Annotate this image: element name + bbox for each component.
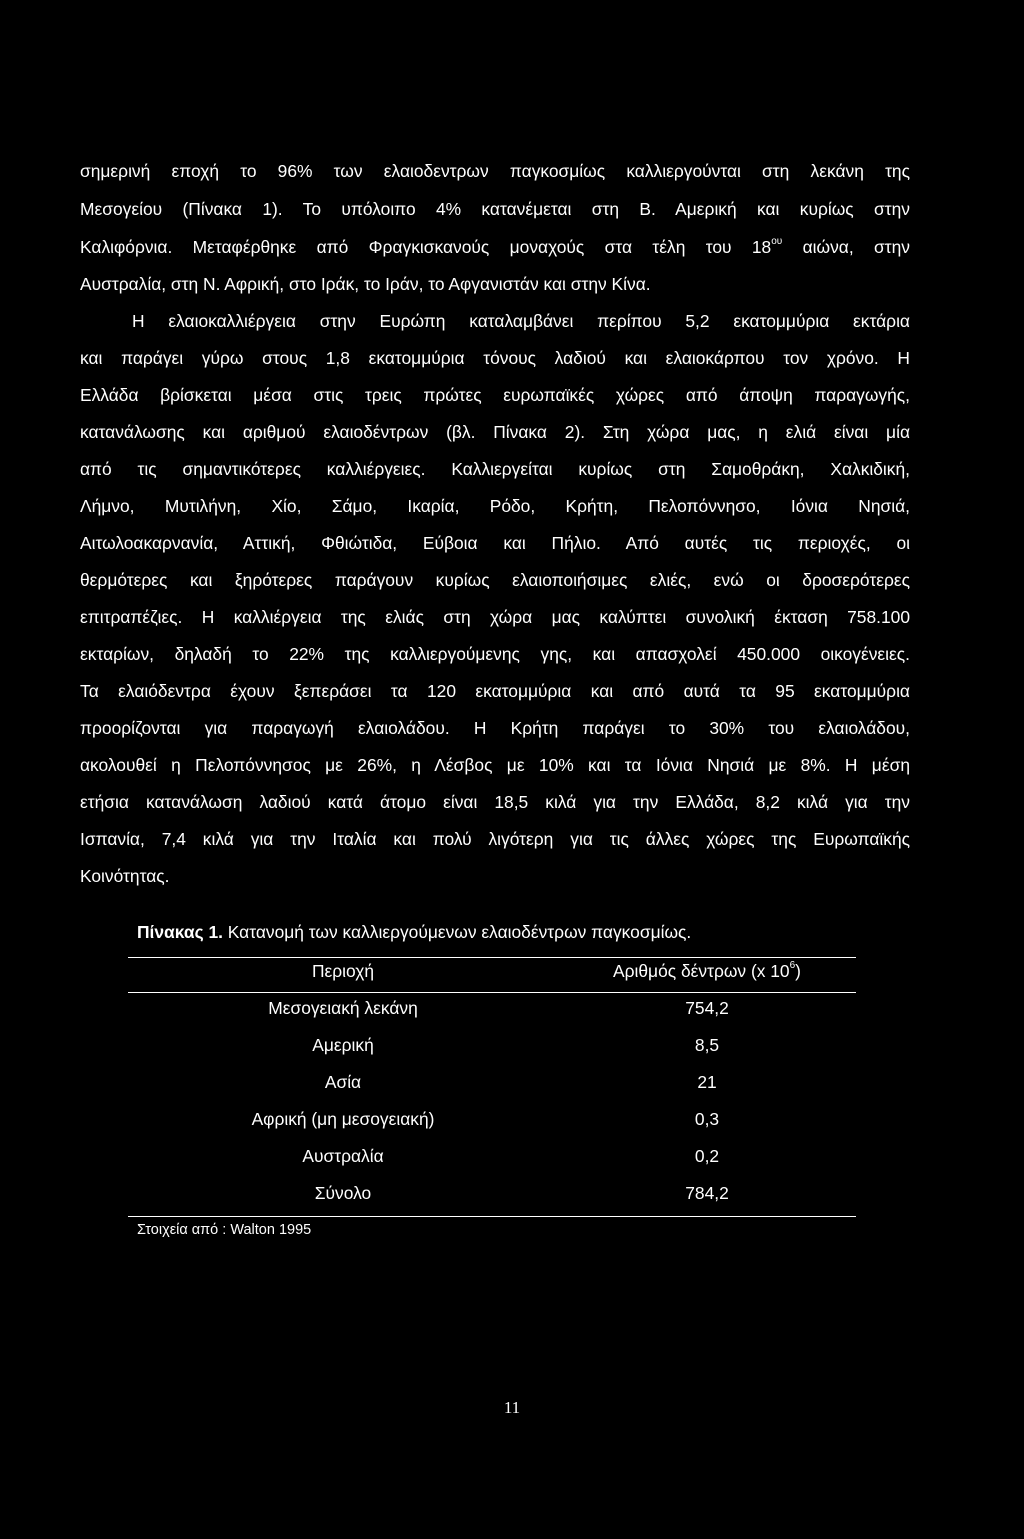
superscript: ου (771, 236, 783, 248)
header-exponent: 6 (789, 960, 796, 972)
table-caption-label: Πίνακας 1. (137, 922, 223, 942)
table-row-region: Αυστραλία (302, 1146, 384, 1166)
paragraph-line: Αιτωλοακαρνανία, Αττική, Φθιώτιδα, Εύβοια και Πήλιο. Από αυτές τις περιοχές, οι (80, 533, 910, 553)
paragraph-line: και παράγει γύρω στους 1,8 εκατομμύρια τόνους λαδιού και ελαιοκάρπου τον χρόνο. Η (80, 348, 910, 368)
table-source: Στοιχεία από : Walton 1995 (137, 1222, 312, 1238)
paragraph-line: ετήσια κατανάλωση λαδιού κατά άτομο είναι 18,5 κιλά για την Ελλάδα, 8,2 κιλά για την (80, 792, 910, 812)
header-close: ) (795, 961, 801, 981)
table-header-region: Περιοχή (311, 961, 375, 981)
paragraph-line: επιτραπέζιες. Η καλλιέργεια της ελιάς στη χώρα μας καλύπτει συνολική έκταση 758.100 (80, 607, 910, 627)
paragraph-line: Αυστραλία, στη Ν. Αφρική, στο Ιράκ, το Ιράν, το Αφγανιστάν και στην Κίνα. (80, 274, 651, 294)
paragraph-line: κατανάλωσης και αριθμού ελαιοδέντρων (βλ. Πίνακα 2). Στη χώρα μας, η ελιά είναι μία (80, 422, 910, 442)
table-row-value: 0,2 (694, 1146, 720, 1166)
paragraph-line: Μεσογείου (Πίνακα 1). Το υπόλοιπο 4% κατανέμεται στη Β. Αμερική και κυρίως στην (80, 199, 910, 219)
table-header-rule (128, 992, 856, 993)
table-row-value: 0,3 (694, 1109, 720, 1129)
paragraph-line: Ισπανία, 7,4 κιλά για την Ιταλία και πολύ λιγότερη για τις άλλες χώρες της Ευρωπαϊκής (80, 829, 910, 849)
table-row-value: 21 (697, 1072, 717, 1092)
table-row-value: 8,5 (694, 1035, 720, 1055)
paragraph-line: Κοινότητας. (80, 866, 170, 886)
table-total-region: Σύνολο (314, 1183, 372, 1203)
table-caption-text: Κατανομή των καλλιεργούμενων ελαιοδέντρων παγκοσμίως. (222, 922, 692, 942)
paragraph-line: Λήμνο, Μυτιλήνη, Χίο, Σάμο, Ικαρία, Ρόδο, Κρήτη, Πελοπόννησο, Ιόνια Νησιά, (80, 496, 910, 516)
table-top-rule (128, 957, 856, 958)
paragraph-line: θερμότερες και ξηρότερες παράγουν κυρίως ελαιοποιήσιμες ελιές, ενώ οι δροσερότερες (80, 570, 910, 590)
table-header-trees (558, 960, 856, 982)
table-bottom-rule (128, 1216, 856, 1217)
paragraph-line: εκταρίων, δηλαδή το 22% της καλλιεργούμενης γης, και απασχολεί 450.000 οικογένειες. (80, 644, 910, 664)
table-row-value: 754,2 (685, 998, 729, 1018)
paragraph-text: Καλιφόρνια. Μεταφέρθηκε από Φραγκισκανούς μοναχούς στα τέλη του 18 (80, 237, 772, 257)
table-row-region: Αφρική (μη μεσογειακή) (251, 1109, 435, 1129)
paragraph-line: Ελλάδα βρίσκεται μέσα στις τρεις πρώτες ευρωπαϊκές χώρες από άποψη παραγωγής, (80, 385, 910, 405)
table-row-region: Αμερική (312, 1035, 374, 1055)
paragraph-line: προορίζονται για παραγωγή ελαιολάδου. Η Κρήτη παράγει το 30% του ελαιολάδου, (80, 718, 910, 738)
paragraph-line: σημερινή εποχή το 96% των ελαιοδεντρων παγκοσμίως καλλιεργούνται στη λεκάνη της (80, 161, 910, 181)
paragraph-text: αιώνα, στην (782, 237, 910, 257)
table-row-region: Ασία (324, 1072, 362, 1092)
paragraph-line: Τα ελαιόδεντρα έχουν ξεπεράσει τα 120 εκατομμύρια και από αυτά τα 95 εκατομμύρια (80, 681, 910, 701)
table-row-region: Μεσογειακή λεκάνη (268, 998, 418, 1018)
paragraph-line (80, 236, 910, 258)
table-caption (137, 921, 691, 943)
paragraph-line: Η ελαιοκαλλιέργεια στην Ευρώπη καταλαμβάνει περίπου 5,2 εκατομμύρια εκτάρια (132, 311, 910, 331)
table-total-value: 784,2 (685, 1183, 729, 1203)
paragraph-line: ακολουθεί η Πελοπόννησος με 26%, η Λέσβος με 10% και τα Ιόνια Νησιά με 8%. Η μέση (80, 755, 910, 775)
header-text: Αριθμός δέντρων (x 10 (613, 961, 790, 981)
page-number: 11 (503, 1398, 521, 1417)
paragraph-line: από τις σημαντικότερες καλλιέργειες. Καλλιεργείται κυρίως στη Σαμοθράκη, Χαλκιδική, (80, 459, 910, 479)
